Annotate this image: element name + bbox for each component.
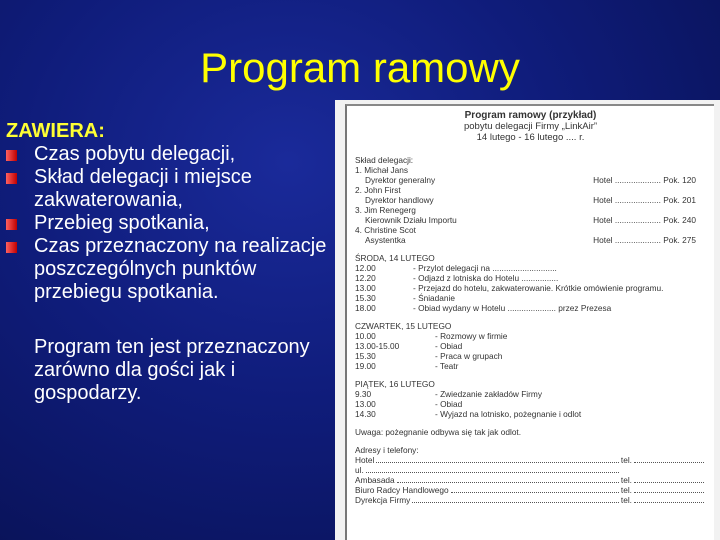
event-row: [355, 361, 706, 371]
bullet-text: Czas pobytu delegacji,: [34, 143, 236, 165]
event-text: - Obiad wydany w Hotelu ..................... przez Prezesa: [413, 303, 612, 313]
event-row: [355, 389, 706, 399]
event-row: [355, 273, 706, 283]
slide-title: Program ramowy: [200, 44, 520, 91]
contacts-label: Adresy i telefony:: [355, 445, 419, 455]
dotted-line: [634, 455, 704, 463]
member-row: [355, 175, 706, 185]
event-text: - Rozmowy w firmie: [435, 331, 508, 341]
event-text: - Wyjazd na lotnisko, pożegnanie i odlot: [435, 409, 582, 419]
event-time: 13.00: [355, 283, 376, 293]
event-text: - Przylot delegacji na ............................: [413, 263, 557, 273]
bullet-icon: [6, 219, 17, 230]
dotted-line: [366, 465, 619, 473]
dotted-line: [634, 495, 704, 503]
event-row: [355, 331, 706, 341]
member-name: 4. Christine Scot: [355, 225, 416, 235]
delegation-list: [355, 165, 706, 245]
event-row: [355, 409, 706, 419]
bullet-item: [6, 235, 331, 304]
document-header: [355, 110, 706, 143]
day-label: CZWARTEK, 15 LUTEGO: [355, 321, 452, 331]
contact-tel: tel.: [620, 455, 632, 465]
dotted-line: [412, 495, 619, 503]
dotted-line: [634, 475, 704, 483]
member-role: Asystentka: [365, 235, 406, 245]
contact-label: Biuro Radcy Handlowego: [355, 485, 449, 495]
document-subtitle: pobytu delegacji Firmy „LinkAir”: [463, 121, 598, 132]
member-hotel: Hotel .................... Pok. 275: [593, 235, 696, 245]
contact-tel: tel.: [620, 485, 632, 495]
member-row: [355, 235, 706, 245]
bullet-text: Skład delegacji i miejsce zakwaterowania,: [34, 166, 252, 211]
member-row: [355, 215, 706, 225]
event-row: [355, 283, 706, 293]
contact-row: [355, 465, 706, 475]
event-time: 9.30: [355, 389, 372, 399]
event-text: - Odjazd z lotniska do Hotelu ................: [413, 273, 559, 283]
event-time: 14.30: [355, 409, 376, 419]
member-name: 3. Jim Renegerg: [355, 205, 416, 215]
dotted-line: [451, 485, 619, 493]
event-text: - Śniadanie: [413, 293, 455, 303]
contact-tel: tel.: [620, 495, 632, 505]
note-text: Program ten jest przeznaczony zarówno dla gości jak i gospodarzy.: [34, 336, 310, 404]
content-list: [6, 120, 331, 405]
member-hotel: Hotel .................... Pok. 201: [593, 195, 696, 205]
document-title: Program ramowy (przykład): [464, 110, 597, 121]
contact-row: [355, 455, 706, 465]
document-dates: 14 lutego - 16 lutego .... r.: [476, 132, 585, 143]
delegation-label: Skład delegacji:: [355, 155, 414, 165]
event-row: [355, 399, 706, 409]
bullet-text: Przebieg spotkania,: [34, 212, 210, 234]
event-time: 18.00: [355, 303, 376, 313]
event-row: [355, 341, 706, 351]
bullet-item: [6, 212, 331, 235]
event-row: [355, 303, 706, 313]
event-time: 13.00-15.00: [355, 341, 400, 351]
remark: Uwaga: pożegnanie odbywa się tak jak odlot.: [355, 427, 522, 437]
day-section: [355, 379, 706, 419]
day-section: [355, 321, 706, 371]
dotted-line: [397, 475, 619, 483]
contacts-list: [355, 455, 706, 505]
event-time: 13.00: [355, 399, 376, 409]
day-label: PIĄTEK, 16 LUTEGO: [355, 379, 435, 389]
contact-label: ul.: [355, 465, 364, 475]
event-text: - Przejazd do hotelu, zakwaterowanie. Krótkie omówienie programu.: [413, 283, 664, 293]
member-name: 1. Michał Jans: [355, 165, 409, 175]
day-section: [355, 253, 706, 313]
document-page: [345, 104, 714, 540]
dotted-line: [376, 455, 619, 463]
event-time: 10.00: [355, 331, 376, 341]
event-time: 15.30: [355, 293, 376, 303]
bullet-icon: [6, 242, 17, 253]
event-time: 15.30: [355, 351, 376, 361]
member-hotel: Hotel .................... Pok. 120: [593, 175, 696, 185]
event-text: - Teatr: [435, 361, 459, 371]
contact-row: [355, 495, 706, 505]
bullet-icon: [6, 150, 17, 161]
list-heading: ZAWIERA:: [6, 120, 105, 142]
event-text: - Obiad: [435, 399, 463, 409]
member-role: Kierownik Działu Importu: [365, 215, 457, 225]
scanned-document: [335, 100, 720, 540]
schedule: [355, 253, 706, 419]
event-time: 12.00: [355, 263, 376, 273]
event-row: [355, 293, 706, 303]
member-name: 2. John First: [355, 185, 401, 195]
contact-label: Dyrekcja Firmy: [355, 495, 411, 505]
event-time: 19.00: [355, 361, 376, 371]
bullet-text: Czas przeznaczony na realizacje poszczególnych punktów przebiegu spotkania.: [34, 235, 327, 303]
event-text: - Obiad: [435, 341, 463, 351]
contact-tel: tel.: [620, 475, 632, 485]
bullet-item: [6, 143, 331, 166]
bullet-icon: [6, 173, 17, 184]
bullet-item: [6, 166, 331, 212]
member-hotel: Hotel .................... Pok. 240: [593, 215, 696, 225]
contact-row: [355, 475, 706, 485]
spacer: [621, 465, 706, 475]
dotted-line: [634, 485, 704, 493]
contact-label: Hotel: [355, 455, 375, 465]
event-text: - Praca w grupach: [435, 351, 503, 361]
event-text: - Zwiedzanie zakładów Firmy: [435, 389, 542, 399]
event-row: [355, 263, 706, 273]
event-time: 12.20: [355, 273, 376, 283]
member-row: [355, 195, 706, 205]
member-role: Dyrektor handlowy: [365, 195, 434, 205]
day-label: ŚRODA, 14 LUTEGO: [355, 253, 435, 263]
contact-label: Ambasada: [355, 475, 395, 485]
member-role: Dyrektor generalny: [365, 175, 436, 185]
event-row: [355, 351, 706, 361]
contact-row: [355, 485, 706, 495]
